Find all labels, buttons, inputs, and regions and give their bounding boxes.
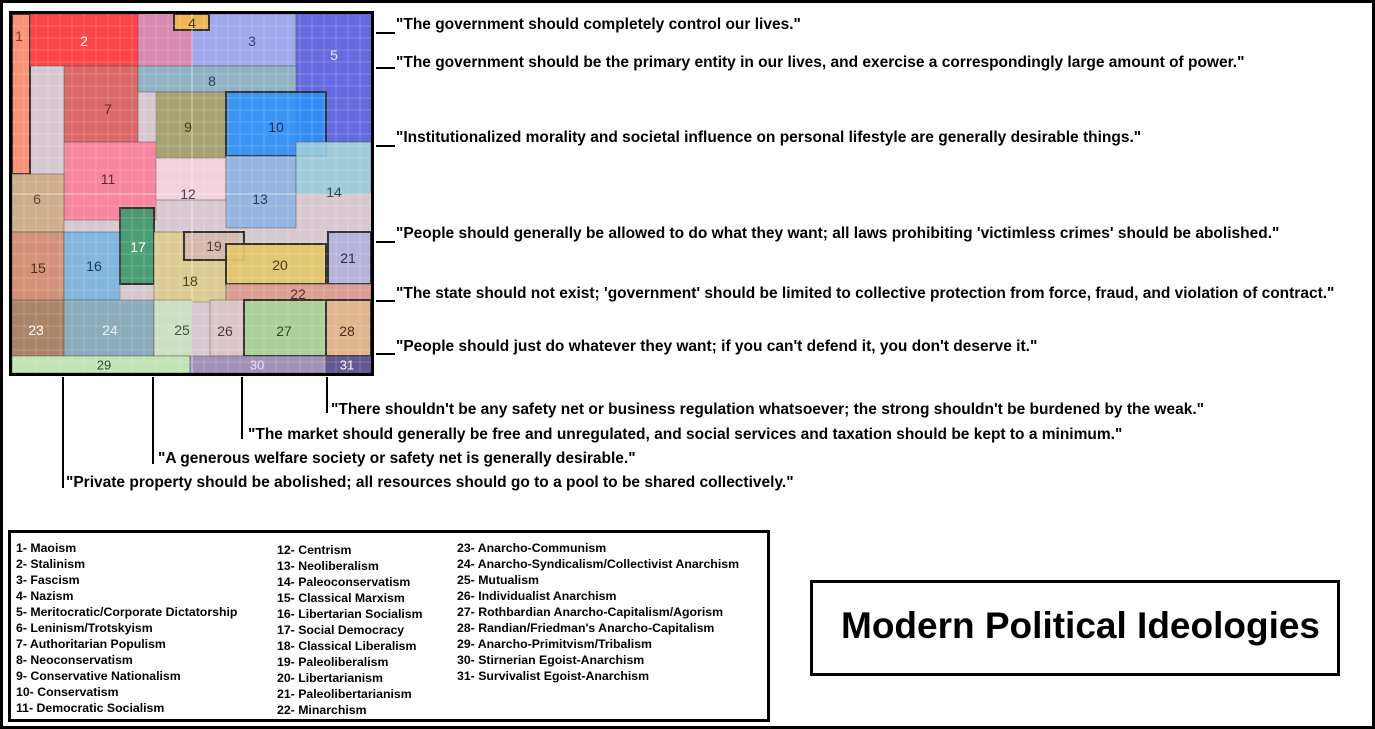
quote-right-4: "People should generally be allowed to do what they want; all laws prohibiting 'victimless crimes' should be abolished." xyxy=(396,225,1280,242)
legend-item: 20- Libertarianism xyxy=(277,671,383,685)
connector-bottom-4 xyxy=(62,377,64,488)
region-label-18: 18 xyxy=(182,273,198,289)
legend-item: 2- Stalinism xyxy=(16,557,86,571)
legend-item: 5- Meritocratic/Corporate Dictatorship xyxy=(16,605,238,619)
region-label-13: 13 xyxy=(252,191,268,207)
legend-item: 19- Paleoliberalism xyxy=(277,655,389,669)
connector-right-4 xyxy=(376,241,395,243)
legend-item: 17- Social Democracy xyxy=(277,623,405,637)
region-label-30: 30 xyxy=(249,357,265,373)
region-label-14: 14 xyxy=(326,184,342,200)
legend-item: 3- Fascism xyxy=(16,573,80,587)
legend-item: 15- Classical Marxism xyxy=(277,591,405,605)
legend-item: 16- Libertarian Socialism xyxy=(277,607,423,621)
region-label-21: 21 xyxy=(340,250,356,266)
connector-right-3 xyxy=(376,145,395,147)
region-label-27: 27 xyxy=(276,323,292,339)
region-label-23: 23 xyxy=(28,322,44,338)
region-label-6: 6 xyxy=(33,191,41,207)
legend-box xyxy=(8,530,770,722)
legend-column-2 xyxy=(277,542,423,718)
quote-bottom-1: "There shouldn't be any safety net or business regulation whatsoever; the strong shouldn't be burdened by the weak." xyxy=(331,401,1204,418)
legend-item: 18- Classical Liberalism xyxy=(277,639,417,653)
ideology-chart-svg xyxy=(12,14,371,373)
legend-item: 1- Maoism xyxy=(16,541,77,555)
region-label-11: 11 xyxy=(100,171,116,187)
connector-bottom-1 xyxy=(326,377,328,413)
quote-bottom-4: "Private property should be abolished; all resources should go to a pool to be shared collectively." xyxy=(66,474,794,491)
region-label-16: 16 xyxy=(86,258,102,274)
legend-column-3 xyxy=(457,540,739,684)
legend-item: 13- Neoliberalism xyxy=(277,559,379,573)
legend-item: 28- Randian/Friedman's Anarcho-Capitalism xyxy=(457,621,715,635)
page-title: Modern Political Ideologies xyxy=(841,605,1321,646)
region-label-15: 15 xyxy=(30,260,46,276)
quote-right-2: "The government should be the primary entity in our lives, and exercise a correspondingly large amount of power." xyxy=(396,54,1245,71)
region-label-2: 2 xyxy=(80,33,88,49)
region-label-22: 22 xyxy=(290,286,306,302)
region-8 xyxy=(138,66,296,92)
region-label-9: 9 xyxy=(184,119,192,135)
region-label-26: 26 xyxy=(217,323,233,339)
region-label-31: 31 xyxy=(339,357,355,373)
quote-bottom-3: "A generous welfare society or safety net is generally desirable." xyxy=(158,450,636,467)
region-label-19: 19 xyxy=(206,238,222,254)
legend-column-1 xyxy=(16,540,237,716)
legend-item: 25- Mutualism xyxy=(457,573,539,587)
region-label-1: 1 xyxy=(15,28,23,44)
legend-item: 29- Anarcho-Primitvism/Tribalism xyxy=(457,637,652,651)
region-label-3: 3 xyxy=(248,33,256,49)
legend-item: 4- Nazism xyxy=(16,589,74,603)
legend-item: 24- Anarcho-Syndicalism/Collectivist Anarchism xyxy=(457,557,740,571)
title-box xyxy=(810,580,1340,676)
legend-item: 7- Authoritarian Populism xyxy=(16,637,166,651)
connector-right-6 xyxy=(376,353,395,355)
legend-item: 6- Leninism/Trotskyism xyxy=(16,621,153,635)
region-label-4: 4 xyxy=(188,15,196,31)
region-label-28: 28 xyxy=(339,323,355,339)
legend-item: 23- Anarcho-Communism xyxy=(457,541,607,555)
legend-item: 9- Conservative Nationalism xyxy=(16,669,181,683)
legend-item: 21- Paleolibertarianism xyxy=(277,687,412,701)
ideology-chart xyxy=(9,11,374,376)
quote-right-6: "People should just do whatever they want; if you can't defend it, you don't deserve it." xyxy=(396,338,1038,355)
legend-item: 27- Rothbardian Anarcho-Capitalism/Agorism xyxy=(457,605,724,619)
quote-right-3: "Institutionalized morality and societal influence on personal lifestyle are generally desirable things." xyxy=(396,129,1142,146)
connector-bottom-2 xyxy=(241,377,243,439)
region-label-7: 7 xyxy=(104,101,112,117)
region-label-17: 17 xyxy=(130,239,146,255)
region-label-25: 25 xyxy=(174,322,190,338)
legend-item: 31- Survivalist Egoist-Anarchism xyxy=(457,669,650,683)
legend-item: 30- Stirnerian Egoist-Anarchism xyxy=(457,653,645,667)
legend-item: 8- Neoconservatism xyxy=(16,653,133,667)
region-label-5: 5 xyxy=(330,47,338,63)
connector-right-5 xyxy=(376,300,395,302)
legend-item: 14- Paleoconservatism xyxy=(277,575,411,589)
connector-right-2 xyxy=(376,67,395,69)
region-7 xyxy=(64,66,138,142)
legend-item: 12- Centrism xyxy=(277,543,352,557)
region-label-24: 24 xyxy=(102,322,118,338)
region-label-8: 8 xyxy=(208,73,216,89)
quote-right-1: "The government should completely control our lives." xyxy=(396,16,801,33)
connector-bottom-3 xyxy=(152,377,154,464)
legend-item: 22- Minarchism xyxy=(277,703,367,717)
region-label-20: 20 xyxy=(272,257,288,273)
connector-right-1 xyxy=(376,32,395,34)
quote-bottom-2: "The market should generally be free and unregulated, and social services and taxation should be kept to a minimum." xyxy=(248,426,1123,443)
legend-item: 26- Individualist Anarchism xyxy=(457,589,617,603)
region-label-10: 10 xyxy=(268,119,284,135)
quote-right-5: "The state should not exist; 'government' should be limited to collective protection from force, fraud, and violation of contract." xyxy=(396,285,1335,302)
region-label-29: 29 xyxy=(96,357,112,373)
legend-item: 11- Democratic Socialism xyxy=(16,701,165,715)
region-label-12: 12 xyxy=(180,186,196,202)
legend-item: 10- Conservatism xyxy=(16,685,119,699)
